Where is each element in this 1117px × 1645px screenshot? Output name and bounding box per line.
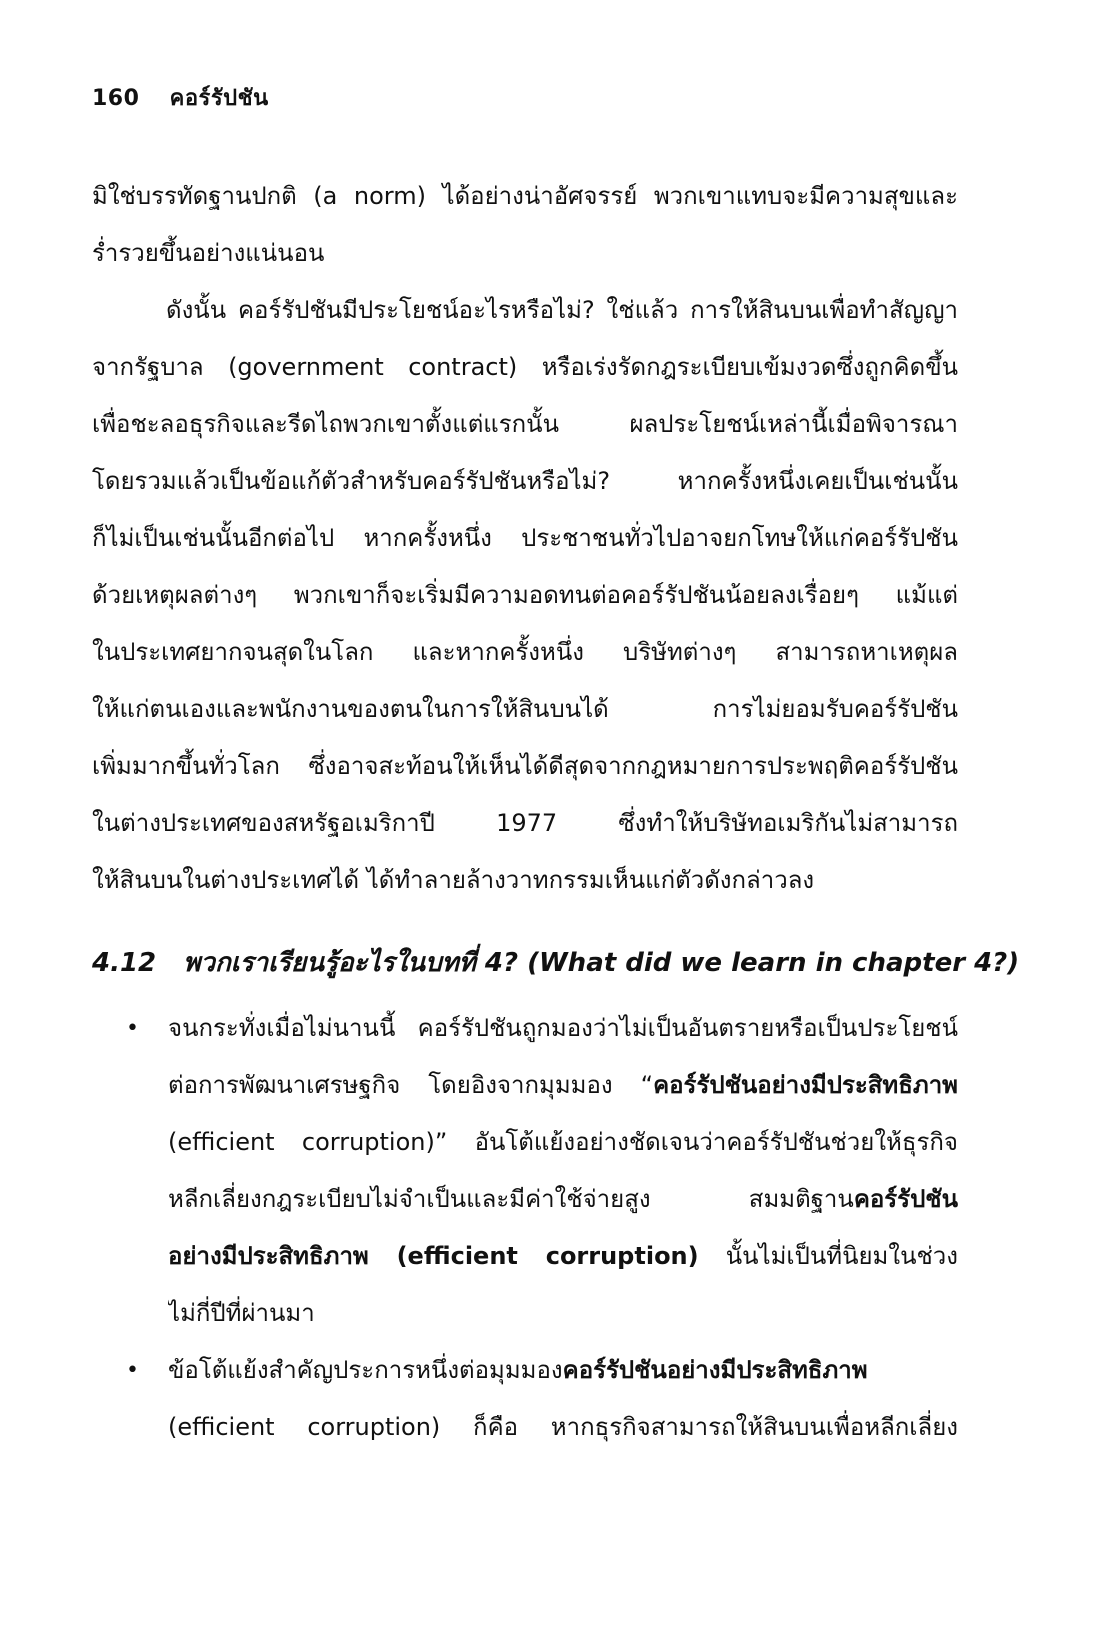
text-line	[168, 1399, 958, 1456]
section-title: พวกเราเรียนรู้อะไรในบทที่ 4? (What did we learn in chapter 4?)	[183, 948, 1020, 978]
text-line: เพิ่มมากขึ้นทั่วโลก ซึ่งอาจสะท้อนให้เห็นได้ดีสุดจากกฎหมายการประพฤติคอร์รัปชัน	[92, 752, 958, 780]
bold-term: อย่างมีประสิทธิภาพ (efficient corruption)	[168, 1242, 699, 1270]
book-title: คอร์รัปชัน	[169, 86, 269, 111]
text-run: นั้นไม่เป็นที่นิยมในช่วง	[698, 1242, 958, 1270]
bold-term: คอร์รัปชัน	[853, 1185, 958, 1213]
bullet-icon: •	[126, 1358, 139, 1383]
text-line: จนกระทั่งเมื่อไม่นานนี้ คอร์รัปชันถูกมองว่าไม่เป็นอันตรายหรือเป็นประโยชน์	[168, 1014, 958, 1042]
text-line: ร่ำรวยขึ้นอย่างแน่นอน	[92, 239, 325, 267]
text-line	[168, 1342, 958, 1399]
text-line: จากรัฐบาล (government contract) หรือเร่งรัดกฎระเบียบเข้มงวดซึ่งถูกคิดขึ้น	[92, 353, 958, 381]
text-line: โดยรวมแล้วเป็นข้อแก้ตัวสำหรับคอร์รัปชันหรือไม่? หากครั้งหนึ่งเคยเป็นเช่นนั้น	[92, 467, 958, 495]
text-line: ในประเทศยากจนสุดในโลก และหากครั้งหนึ่ง บริษัทต่างๆ สามารถหาเหตุผล	[92, 638, 958, 666]
text-run: (efficient corruption)	[168, 1128, 435, 1156]
text-run: ข้อโต้แย้งสำคัญประการหนึ่งต่อมุมมอง	[168, 1356, 563, 1384]
bold-term: คอร์รัปชันอย่างมีประสิทธิภาพ	[653, 1071, 958, 1099]
text-line: เพื่อชะลอธุรกิจและรีดไถพวกเขาตั้งแต่แรกนั้น ผลประโยชน์เหล่านี้เมื่อพิจารณา	[92, 410, 958, 438]
bullet-list	[92, 1000, 958, 1456]
text-run: ต่อการพัฒนาเศรษฐกิจ โดยอิงจากมุมมอง “	[168, 1071, 654, 1099]
section-heading	[92, 938, 1020, 988]
text-line	[168, 1228, 958, 1285]
text-run: หลีกเลี่ยงกฎระเบียบไม่จำเป็นและมีค่าใช้จ่ายสูง สมมติฐาน	[168, 1185, 854, 1213]
body-text	[92, 168, 958, 909]
text-line: มิใช่บรรทัดฐานปกติ (a norm) ได้อย่างน่าอัศจรรย์ พวกเขาแทบจะมีความสุขและ	[92, 182, 958, 210]
text-line: ก็ไม่เป็นเช่นนั้นอีกต่อไป หากครั้งหนึ่ง ประชาชนทั่วไปอาจยกโทษให้แก่คอร์รัปชัน	[92, 524, 958, 552]
section-number: 4.12	[92, 948, 157, 978]
text-line: ให้แก่ตนเองและพนักงานของตนในการให้สินบนได้ การไม่ยอมรับคอร์รัปชัน	[92, 695, 958, 723]
text-line: ดังนั้น คอร์รัปชันมีประโยชน์อะไรหรือไม่? ใช่แล้ว การให้สินบนเพื่อทำสัญญา	[166, 296, 958, 324]
text-line: ด้วยเหตุผลต่างๆ พวกเขาก็จะเริ่มมีความอดทนต่อคอร์รัปชันน้อยลงเรื่อยๆ แม้แต่	[92, 581, 958, 609]
text-line	[168, 1171, 958, 1228]
text-line: ไม่กี่ปีที่ผ่านมา	[168, 1299, 315, 1327]
bullet-icon: •	[126, 1016, 139, 1041]
bullet-item	[92, 1000, 958, 1342]
text-run: ก็คือ หากธุรกิจสามารถให้สินบนเพื่อหลีกเลี่ยง	[440, 1413, 958, 1441]
bullet-item	[92, 1342, 958, 1456]
text-line: ให้สินบนในต่างประเทศได้ ได้ทำลายล้างวาทกรรมเห็นแก่ตัวดังกล่าวลง	[92, 866, 815, 894]
text-line	[168, 1057, 958, 1114]
text-line: ในต่างประเทศของสหรัฐอเมริกาปี 1977 ซึ่งทำให้บริษัทอเมริกันไม่สามารถ	[92, 809, 958, 837]
page-number: 160	[92, 86, 140, 111]
text-line	[168, 1114, 958, 1171]
running-header	[92, 80, 269, 115]
bold-term: คอร์รัปชันอย่างมีประสิทธิภาพ	[562, 1356, 868, 1384]
text-run: (efficient corruption)	[168, 1413, 441, 1441]
text-run: ” อันโต้แย้งอย่างชัดเจนว่าคอร์รัปชันช่วยให้ธุรกิจ	[434, 1128, 958, 1156]
